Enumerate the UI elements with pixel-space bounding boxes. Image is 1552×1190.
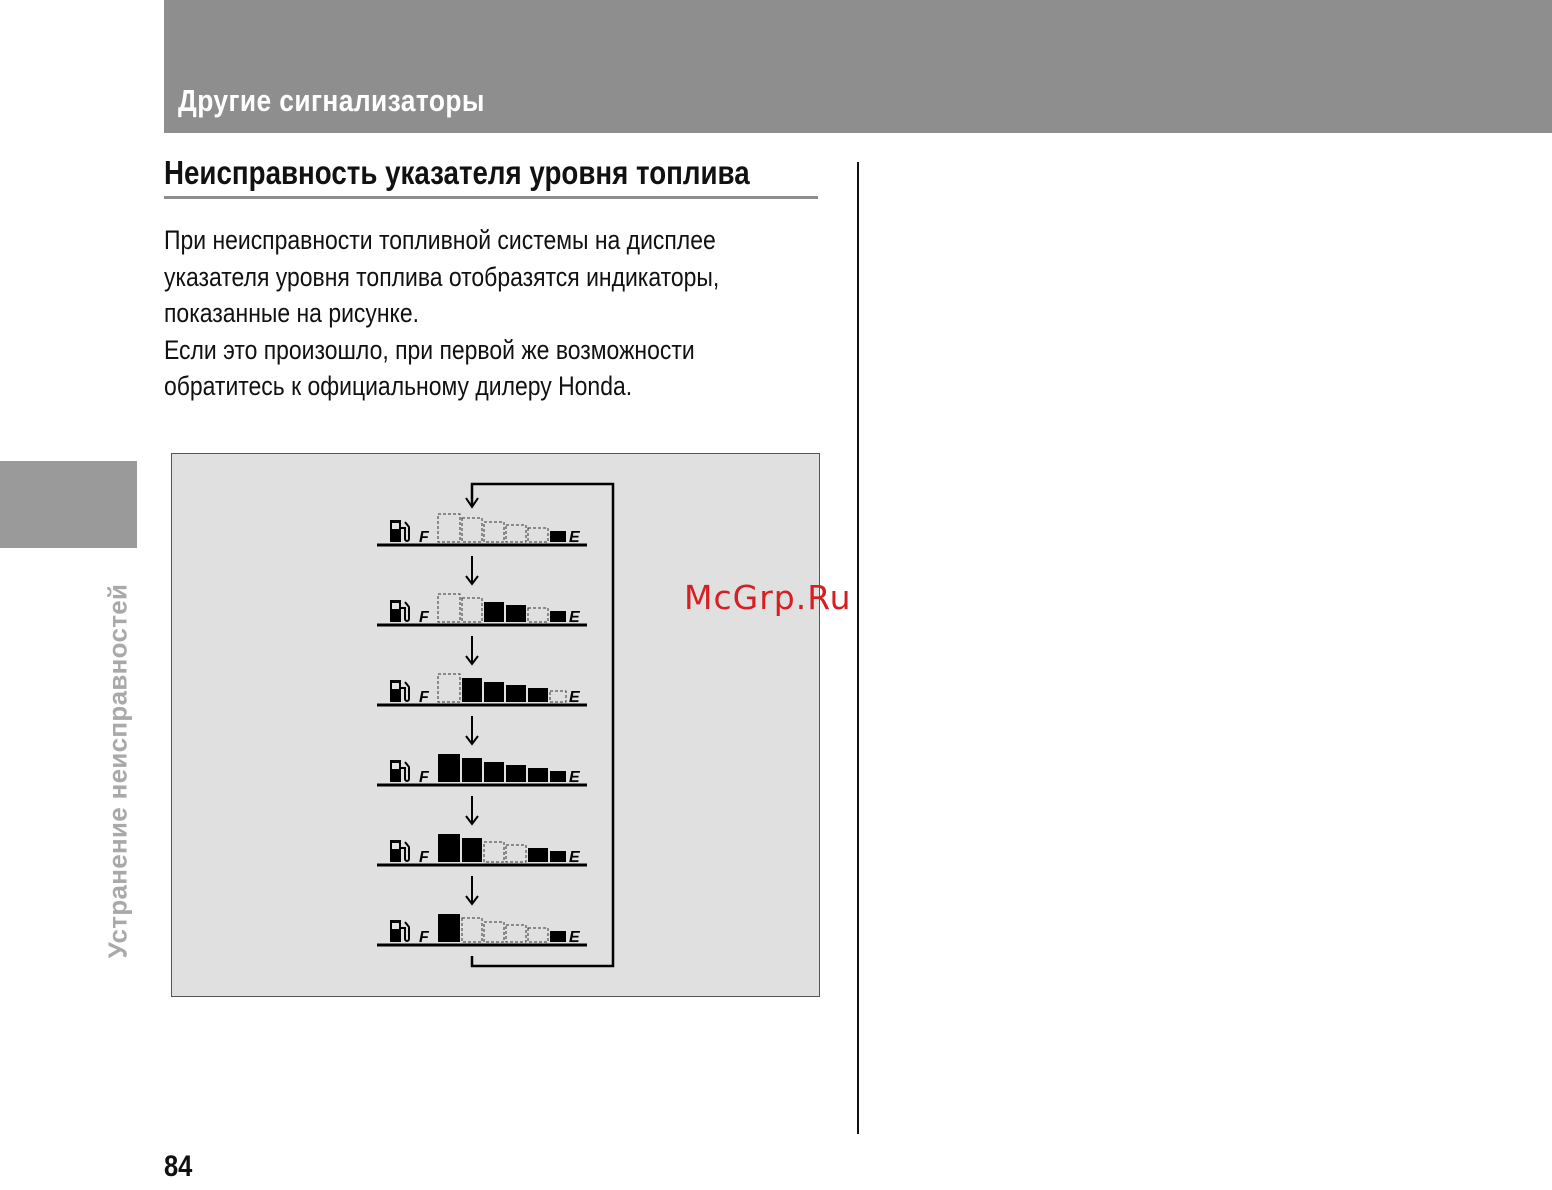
loop-back-line: [472, 484, 613, 966]
gauge-segment-on: [484, 682, 504, 702]
gauge-segment-off: [484, 522, 504, 542]
gauge-state-4: [377, 754, 587, 824]
gauge-segment-on: [550, 611, 566, 622]
full-label: F: [419, 849, 429, 866]
page-number: 84: [164, 1150, 193, 1183]
gauge-segment-off: [528, 608, 548, 622]
gauge-segment-off: [506, 925, 526, 942]
section-title: [164, 154, 818, 199]
fuel-pump-icon: [390, 920, 409, 942]
gauge-segment-off: [484, 842, 504, 862]
body-paragraph: [164, 222, 864, 405]
gauge-segment-on: [462, 838, 482, 862]
gauge-segment-on: [438, 834, 460, 862]
full-label: F: [419, 529, 429, 546]
gauge-segment-on: [484, 602, 504, 622]
empty-label: E: [569, 929, 580, 946]
gauge-segment-off: [528, 528, 548, 542]
gauge-segment-on: [550, 771, 566, 782]
column-divider: [857, 162, 859, 1134]
gauge-segment-on: [528, 768, 548, 782]
header-title: Другие сигнализаторы: [178, 83, 485, 118]
fuel-pump-icon: [390, 760, 409, 782]
gauge-segment-off: [438, 514, 460, 542]
fuel-pump-icon: [390, 520, 409, 542]
gauge-segment-on: [484, 762, 504, 782]
gauge-state-6: [377, 914, 587, 946]
empty-label: E: [569, 769, 580, 786]
paragraph-line: При неисправности топливной системы на дисплее: [164, 225, 716, 255]
full-label: F: [419, 689, 429, 706]
gauge-segment-off: [462, 518, 482, 542]
gauge-segment-on: [438, 754, 460, 782]
watermark: McGrp.Ru: [684, 578, 852, 617]
fuel-gauge-figure: [171, 453, 820, 997]
fuel-pump-icon: [390, 600, 409, 622]
gauge-segment-off: [506, 525, 526, 542]
gauge-segment-on: [506, 765, 526, 782]
gauge-segment-on: [438, 914, 460, 942]
gauge-state-3: [377, 674, 587, 744]
gauge-segment-off: [462, 598, 482, 622]
gauge-segment-on: [506, 685, 526, 702]
gauge-segment-on: [550, 851, 566, 862]
empty-label: E: [569, 849, 580, 866]
gauge-segment-on: [550, 931, 566, 942]
side-section-label: Устранение неисправностей: [102, 583, 133, 959]
gauge-segment-off: [506, 845, 526, 862]
fuel-pump-icon: [390, 840, 409, 862]
gauge-segment-off: [484, 922, 504, 942]
paragraph-line: обратитесь к официальному дилеру Honda.: [164, 371, 633, 401]
empty-label: E: [569, 609, 580, 626]
gauge-segment-on: [550, 531, 566, 542]
gauge-state-2: [377, 594, 587, 664]
gauge-segment-off: [462, 918, 482, 942]
gauge-segment-on: [528, 848, 548, 862]
gauge-segment-off: [550, 691, 566, 702]
empty-label: E: [569, 689, 580, 706]
fuel-gauge-diagram: [172, 454, 819, 996]
paragraph-line: Если это произошло, при первой же возможности: [164, 334, 695, 365]
gauge-state-5: [377, 834, 587, 904]
gauge-segment-on: [462, 678, 482, 702]
gauge-segment-on: [462, 758, 482, 782]
fuel-pump-icon: [390, 680, 409, 702]
gauge-segment-off: [438, 674, 460, 702]
empty-label: E: [569, 529, 580, 546]
section-title-text: Неисправность указателя уровня топлива: [164, 154, 750, 191]
full-label: F: [419, 929, 429, 946]
gauge-state-1: [377, 514, 587, 584]
gauge-segment-on: [528, 688, 548, 702]
paragraph-line: указателя уровня топлива отобразятся индикаторы,: [164, 261, 720, 292]
gauge-segment-off: [438, 594, 460, 622]
gauge-segment-off: [528, 928, 548, 942]
side-tab-marker: [0, 461, 137, 548]
full-label: F: [419, 769, 429, 786]
paragraph-line: показанные на рисунке.: [164, 298, 419, 328]
gauge-segment-on: [506, 605, 526, 622]
full-label: F: [419, 609, 429, 626]
header-band: [164, 0, 1552, 133]
